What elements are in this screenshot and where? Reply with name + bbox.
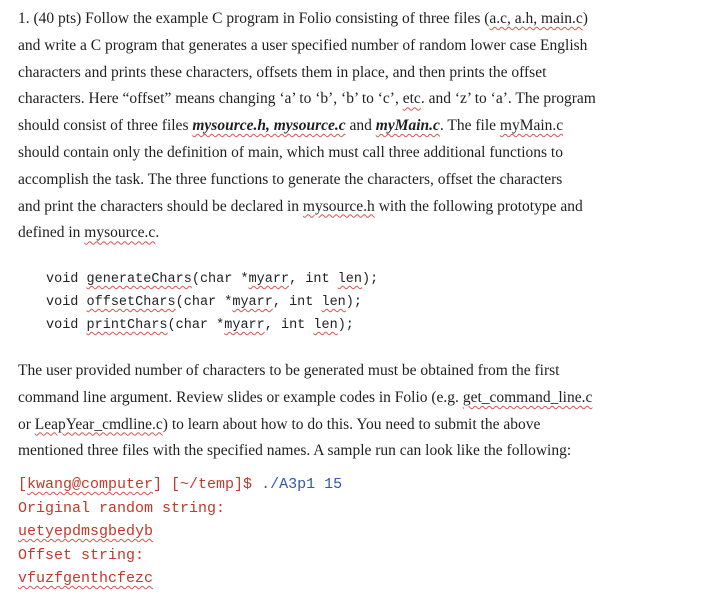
text-run: kwang@computer [27, 476, 154, 493]
text-line [46, 268, 378, 291]
text-line [18, 60, 698, 87]
text-run: myarr [248, 272, 290, 287]
text-run: characters. Here “offset” means changing ‘a’ to ‘b’, ‘b’ to ‘c’, [18, 90, 403, 108]
text-run: mysource.h [302, 197, 375, 215]
text-line [18, 113, 698, 140]
text-run: len [321, 295, 346, 310]
text-line [18, 86, 698, 113]
text-run: generateChars [86, 272, 192, 287]
text-line [18, 520, 342, 544]
text-run: ) to learn about how to do this. You need to submit the above [162, 415, 541, 433]
text-run: and print the characters should be declared in [18, 197, 303, 215]
text-run: and write a C program that generates a user specified number of random lower case English [18, 36, 588, 54]
text-run: len [313, 318, 338, 333]
text-run: Original random string: [18, 499, 226, 517]
text-run: len [337, 272, 362, 287]
text-run: ./A3p1 15 [261, 476, 343, 493]
command-line-instructions [18, 358, 698, 465]
text-run: etc [402, 90, 421, 108]
text-line [46, 314, 378, 337]
problem-description [18, 6, 698, 247]
text-run: with the following prototype and [374, 197, 583, 215]
text-run: ); [345, 295, 362, 310]
text-run: void [46, 272, 87, 287]
text-run: , int [272, 295, 322, 310]
text-run: get_command_line.c [462, 388, 593, 406]
text-run: void [46, 295, 87, 310]
text-line [18, 358, 698, 385]
text-run: printChars [86, 318, 168, 333]
text-line [18, 33, 698, 60]
text-run: . The file [439, 117, 500, 135]
text-line [18, 473, 342, 497]
text-run: myarr [232, 295, 273, 310]
text-line [46, 291, 378, 314]
text-run: The user provided number of characters to be generated must be obtained from the first [18, 362, 560, 379]
text-line [18, 6, 698, 33]
text-line [18, 220, 698, 247]
text-run: offsetChars [86, 295, 176, 310]
text-run: ] [~/temp]$ [153, 476, 262, 493]
text-run: (char * [175, 295, 233, 310]
text-run: mentioned three files with the specified names. A sample run can look like the following: [18, 442, 572, 460]
sample-run [18, 473, 342, 591]
text-run: LeapYear_cmdline.c [34, 415, 163, 433]
function-prototypes [46, 268, 378, 337]
text-line [18, 167, 698, 194]
text-run: characters and prints these characters, offsets them in place, and then prints the offset [18, 63, 547, 81]
text-line [18, 497, 342, 521]
text-run: . and ‘z’ to ‘a’. The program [420, 90, 596, 108]
text-run: ) [582, 10, 588, 27]
text-run: . [155, 224, 160, 242]
text-run: mysource.c [84, 224, 156, 242]
text-run: should contain only the definition of main, which must call three additional functions to [18, 143, 563, 161]
text-line [18, 194, 698, 221]
text-run: 1. (40 pts) Follow the example C program in Folio consisting of three files ( [18, 10, 490, 27]
text-line [18, 385, 698, 412]
text-line [18, 412, 698, 439]
text-run: mysource.h, mysource.c [192, 117, 346, 135]
text-run: myMain.c [499, 117, 564, 135]
text-run: (char * [191, 272, 249, 287]
text-run: and [345, 117, 376, 135]
text-run: ); [337, 318, 354, 333]
text-run: (char * [167, 318, 225, 333]
text-run: accomplish the task. The three functions to generate the characters, offset the characters [18, 170, 563, 188]
text-run: [ [18, 476, 28, 493]
text-run: uetyepdmsgbedyb [18, 523, 154, 540]
text-run: vfuzfgenthcfezc [18, 570, 154, 587]
text-line [18, 438, 698, 465]
text-run: command line argument. Review slides or example codes in Folio (e.g. [18, 388, 463, 406]
text-run: a.c, a.h, main.c [489, 10, 583, 27]
text-run: myMain.c [375, 117, 440, 135]
text-run: Offset string: [18, 546, 145, 564]
text-run: or [18, 415, 35, 433]
text-line [18, 140, 698, 167]
text-run: defined in [18, 224, 85, 242]
text-run: void [46, 318, 87, 333]
text-run: ); [362, 272, 379, 287]
text-run: , int [289, 272, 338, 287]
text-run: should consist of three files [18, 117, 193, 135]
text-run: , int [264, 318, 314, 333]
text-line [18, 567, 342, 591]
text-run: myarr [224, 318, 265, 333]
text-line [18, 544, 342, 568]
